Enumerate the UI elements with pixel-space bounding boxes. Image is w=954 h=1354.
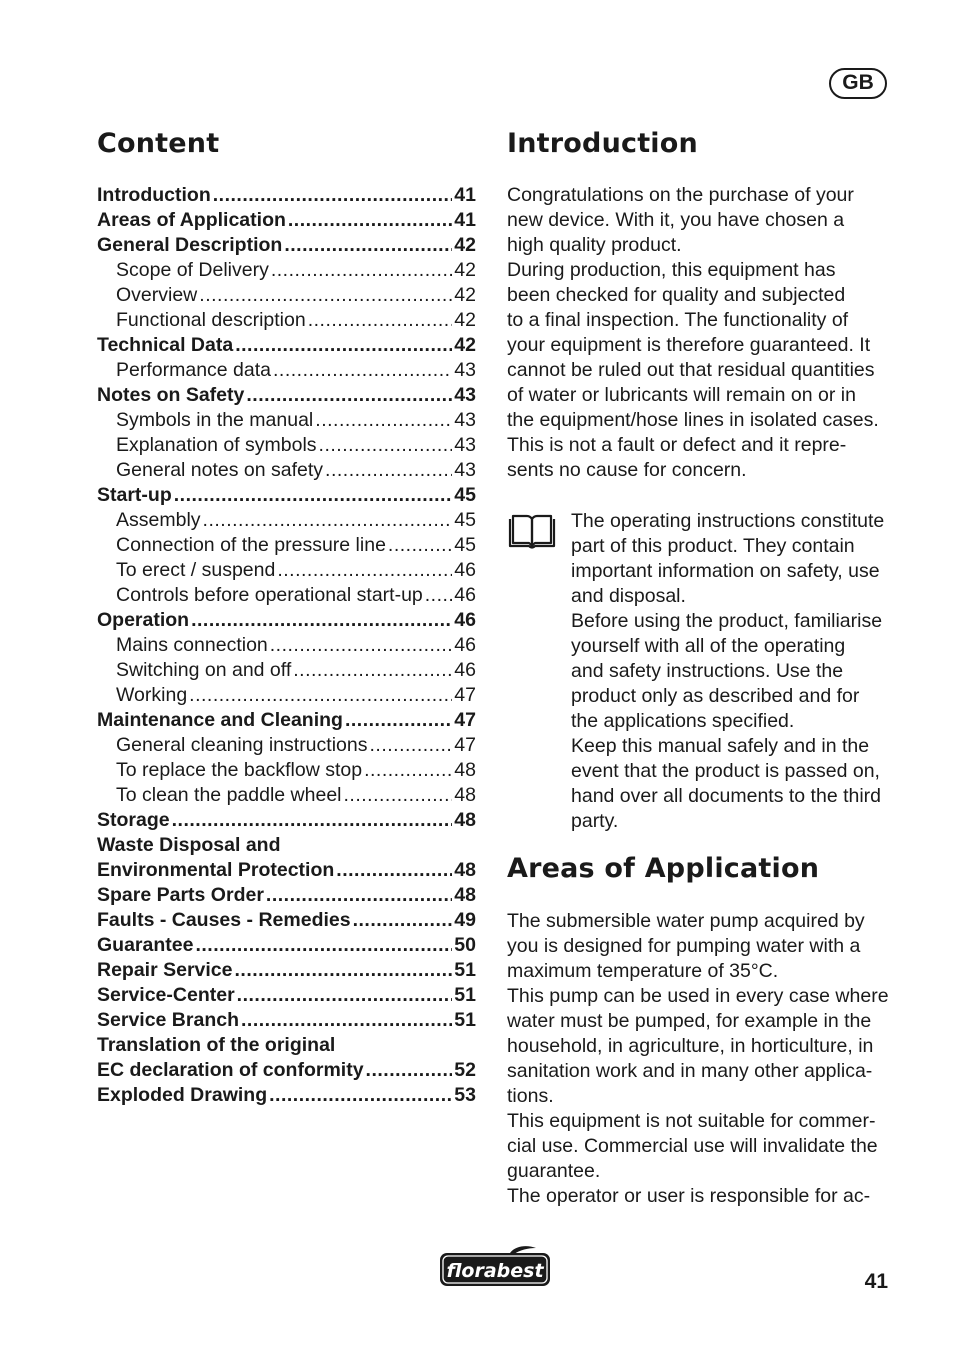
text-line: high quality product. [507,234,682,256]
toc-entry-page: 46 [454,659,476,681]
toc-entry [97,558,476,583]
toc-entry [97,633,476,658]
toc-entry [97,883,476,908]
toc-entry-title: Guarantee [97,934,194,956]
toc-leader-dots [369,733,452,758]
text-line: and disposal. [571,585,686,607]
text-line: Keep this manual safely and in the [571,735,870,757]
brand-name: florabest [446,1260,544,1282]
toc-entry-page: 48 [454,859,476,881]
toc-entry-page: 42 [454,259,476,281]
introduction-text [507,183,879,483]
toc-entry-page: 48 [454,809,476,831]
toc-entry-page: 43 [454,384,476,406]
toc-entry [97,733,476,758]
toc-entry-page: 42 [454,234,476,256]
toc-entry-title: Waste Disposal and [97,834,281,856]
toc-entry-page: 43 [454,359,476,381]
toc-leader-dots [191,608,452,633]
toc-entry-page: 42 [454,309,476,331]
toc-entry-title: Notes on Safety [97,384,245,406]
toc-entry-page: 51 [454,959,476,981]
toc-entry-title: EC declaration of conformity [97,1059,364,1081]
toc-entry [97,258,476,283]
text-line: new device. With it, you have chosen a [507,209,845,231]
toc-leader-dots [203,508,453,533]
toc-entry-title: General Description [97,234,283,256]
text-line: the applications specified. [571,710,795,732]
toc-leader-dots [241,1008,452,1033]
toc-leader-dots [273,358,452,383]
toc-entry [97,1033,476,1058]
text-line: sents no cause for concern. [507,459,747,481]
toc-leader-dots [284,233,452,258]
toc-entry-title: Start-up [97,484,172,506]
text-line: This is not a fault or defect and it repre- [507,434,847,456]
text-line: cannot be ruled out that residual quantities [507,359,875,381]
florabest-logo [438,1244,552,1290]
toc-entry-title: Repair Service [97,959,233,981]
text-line: sanitation work and in many other applica- [507,1060,873,1082]
toc-leader-dots [345,708,452,733]
toc-entry-page: 46 [454,584,476,606]
book-icon [507,513,557,553]
toc-entry-title: To clean the paddle wheel [116,784,342,806]
toc-entry-title: General notes on safety [116,459,324,481]
toc-leader-dots [308,308,453,333]
text-line: you is designed for pumping water with a [507,935,861,957]
toc-entry-title: Assembly [116,509,201,531]
toc-entry-title: Service Branch [97,1009,239,1031]
toc-leader-dots [237,983,453,1008]
toc-entry [97,183,476,208]
toc-entry-title: Faults - Causes - Remedies [97,909,351,931]
toc-entry [97,383,476,408]
toc-entry-page: 51 [454,984,476,1006]
text-line: The submersible water pump acquired by [507,910,865,932]
toc-entry-title: Environmental Protection [97,859,335,881]
toc-entry-page: 45 [454,484,476,506]
toc-entry-title: General cleaning instructions [116,734,368,756]
toc-entry [97,533,476,558]
toc-entry-page: 43 [454,434,476,456]
toc-entry [97,208,476,233]
toc-entry-title: Controls before operational start-up [116,584,423,606]
toc-entry [97,833,476,858]
toc-entry [97,508,476,533]
text-line: the equipment/hose lines in isolated cases. [507,409,879,431]
toc-entry [97,233,476,258]
text-line: Congratulations on the purchase of your [507,184,854,206]
toc-leader-dots [172,808,453,833]
toc-entry [97,408,476,433]
toc-leader-dots [235,333,452,358]
toc-entry-title: Explanation of symbols [116,434,317,456]
toc-entry-title: Overview [116,284,198,306]
toc-entry [97,1083,476,1108]
toc-entry-title: Translation of the original [97,1034,336,1056]
toc-leader-dots [266,883,452,908]
toc-entry-page: 46 [454,634,476,656]
toc-leader-dots [425,583,453,608]
text-line: to a final inspection. The functionality of [507,309,849,331]
areas-of-application-text [507,909,889,1209]
toc-entry-title: Areas of Application [97,209,286,231]
text-line: hand over all documents to the third [571,785,882,807]
introduction-heading: Introduction [507,128,698,159]
toc-leader-dots [325,458,452,483]
toc-entry-page: 43 [454,409,476,431]
text-line: party. [571,810,619,832]
toc-entry [97,458,476,483]
toc-entry-page: 47 [454,734,476,756]
toc-entry-page: 50 [454,934,476,956]
toc-entry [97,283,476,308]
toc-leader-dots [246,383,452,408]
toc-leader-dots [293,658,452,683]
toc-entry-title: Operation [97,609,190,631]
toc-leader-dots [315,408,452,433]
text-line: been checked for quality and subjected [507,284,846,306]
toc-entry-page: 49 [454,909,476,931]
toc-entry [97,758,476,783]
areas-of-application-heading: Areas of Application [507,853,820,884]
toc-leader-dots [271,258,452,283]
toc-entry [97,933,476,958]
toc-entry-title: To replace the backflow stop [116,759,363,781]
toc-entry-title: Spare Parts Order [97,884,264,906]
toc-entry [97,658,476,683]
toc-leader-dots [174,483,453,508]
toc-leader-dots [277,558,452,583]
toc-entry-page: 45 [454,534,476,556]
toc-entry [97,1008,476,1033]
toc-entry [97,333,476,358]
toc-entry-page: 42 [454,284,476,306]
text-line: and safety instructions. Use the [571,660,844,682]
toc-leader-dots [353,908,453,933]
text-line: important information on safety, use [571,560,880,582]
text-line: of water or lubricants will remain on or in [507,384,856,406]
toc-entry-title: To erect / suspend [116,559,276,581]
text-line: yourself with all of the operating [571,635,846,657]
toc-leader-dots [270,633,453,658]
toc-entry [97,308,476,333]
text-line: This pump can be used in every case where [507,985,889,1007]
toc-entry-title: Exploded Drawing [97,1084,268,1106]
toc-entry-page: 47 [454,709,476,731]
text-line: This equipment is not suitable for commer- [507,1110,876,1132]
text-line: cial use. Commercial use will invalidate the [507,1135,878,1157]
toc-leader-dots [195,933,452,958]
toc-entry-page: 53 [454,1084,476,1106]
text-line: The operating instructions constitute [571,510,885,532]
toc-entry [97,783,476,808]
toc-leader-dots [269,1083,452,1108]
toc-entry-page: 51 [454,1009,476,1031]
toc-entry-title: Performance data [116,359,272,381]
toc-entry-page: 43 [454,459,476,481]
toc-entry [97,483,476,508]
toc-entry [97,983,476,1008]
toc-leader-dots [388,533,452,558]
toc-entry-page: 41 [454,209,476,231]
toc-entry [97,608,476,633]
text-line: maximum temperature of 35°C. [507,960,779,982]
toc-entry-title: Connection of the pressure line [116,534,386,556]
toc-entry-title: Switching on and off [116,659,292,681]
language-badge: GB [829,68,887,99]
toc-leader-dots [364,758,452,783]
text-line: event that the product is passed on, [571,760,880,782]
toc-leader-dots [319,433,453,458]
toc-entry [97,358,476,383]
text-line: your equipment is therefore guaranteed. It [507,334,871,356]
content-heading: Content [97,128,220,159]
text-line: water must be pumped, for example in the [507,1010,872,1032]
toc-entry-title: Scope of Delivery [116,259,269,281]
toc-entry [97,433,476,458]
manual-note-text [571,509,884,834]
text-line: During production, this equipment has [507,259,836,281]
toc-entry-page: 48 [454,784,476,806]
text-line: The operator or user is responsible for ac- [507,1185,871,1207]
toc-entry-title: Storage [97,809,170,831]
toc-entry [97,708,476,733]
toc-entry-page: 52 [454,1059,476,1081]
toc-entry-title: Symbols in the manual [116,409,314,431]
toc-entry-title: Introduction [97,184,211,206]
toc-entry-title: Mains connection [116,634,268,656]
toc-entry [97,908,476,933]
toc-entry [97,683,476,708]
toc-leader-dots [235,958,453,983]
toc-entry [97,1058,476,1083]
toc-entry-page: 48 [454,759,476,781]
toc-leader-dots [199,283,452,308]
text-line: Before using the product, familiarise [571,610,883,632]
toc-entry [97,583,476,608]
page-number: 41 [864,1270,888,1293]
toc-entry-page: 48 [454,884,476,906]
toc-entry-title: Functional description [116,309,306,331]
text-line: product only as described and for [571,685,860,707]
toc-entry-page: 46 [454,559,476,581]
toc-leader-dots [336,858,452,883]
toc-entry [97,858,476,883]
toc-leader-dots [213,183,453,208]
toc-entry-page: 41 [454,184,476,206]
toc-entry-title: Maintenance and Cleaning [97,709,343,731]
toc-leader-dots [344,783,453,808]
text-line: tions. [507,1085,554,1107]
toc-entry [97,808,476,833]
text-line: guarantee. [507,1160,601,1182]
toc-leader-dots [189,683,452,708]
table-of-contents [97,183,476,1108]
toc-entry-page: 42 [454,334,476,356]
toc-entry-page: 46 [454,609,476,631]
toc-entry-title: Technical Data [97,334,234,356]
toc-leader-dots [366,1058,453,1083]
toc-entry-title: Service-Center [97,984,235,1006]
toc-entry [97,958,476,983]
toc-entry-page: 45 [454,509,476,531]
text-line: part of this product. They contain [571,535,855,557]
text-line: household, in agriculture, in horticulture, in [507,1035,874,1057]
toc-entry-title: Working [116,684,188,706]
toc-leader-dots [288,208,452,233]
toc-entry-page: 47 [454,684,476,706]
